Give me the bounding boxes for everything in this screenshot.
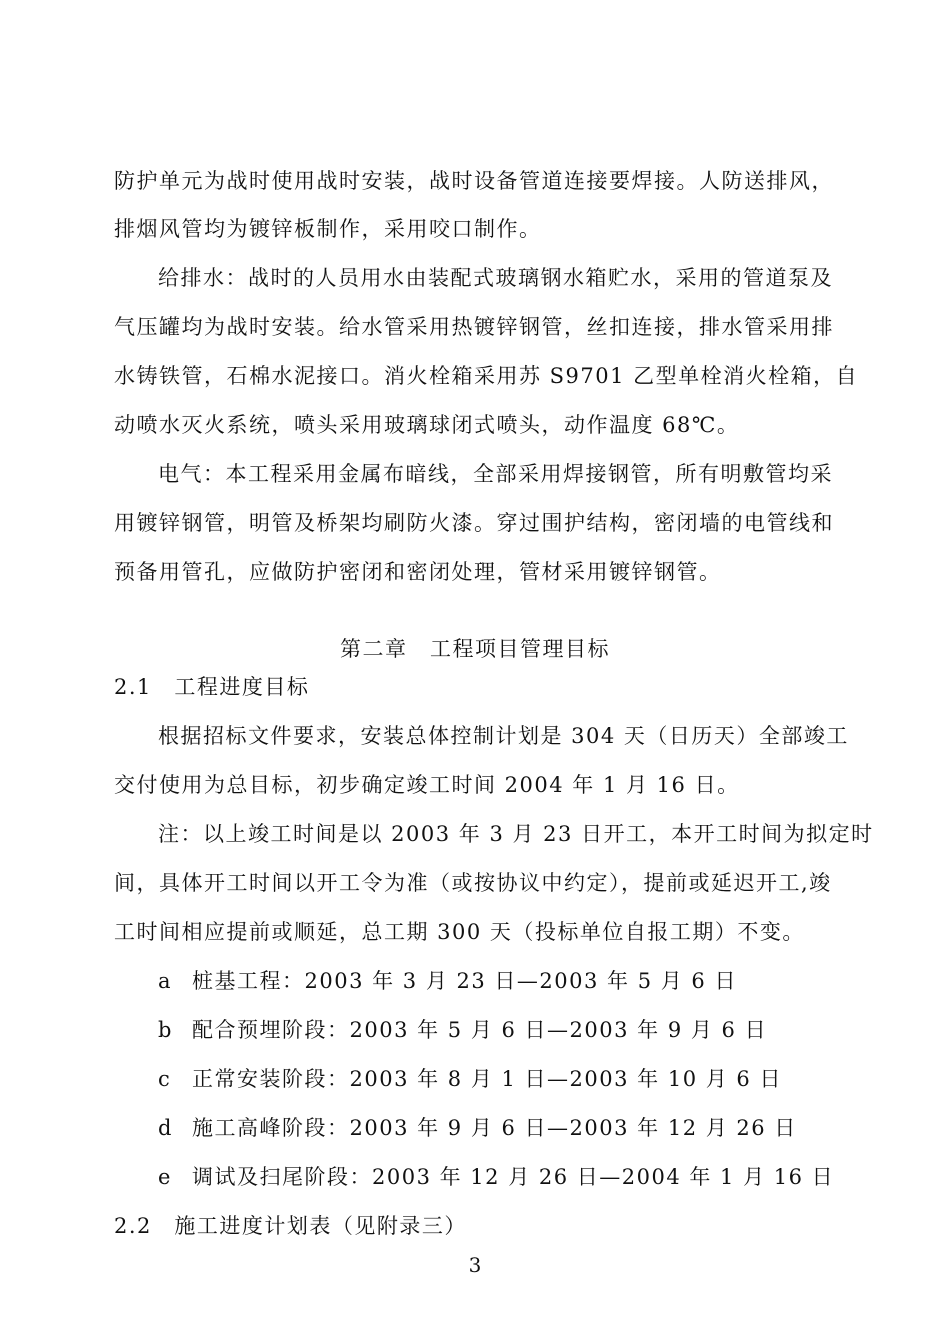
electrical-line-3: 预备用管孔，应做防护密闭和密闭处理，管材采用镀锌钢管。 (114, 560, 722, 584)
section-2-1-heading: 2.1 工程进度目标 (114, 675, 310, 699)
note-line-1: 注：以上竣工时间是以 2003 年 3 月 23 日开工，本开工时间为拟定时 (158, 822, 874, 846)
phase-text: 施工高峰阶段：2003 年 9 月 6 日—2003 年 12 月 26 日 (192, 1116, 797, 1140)
page-number: 3 (468, 1253, 482, 1277)
plumbing-line-2: 气压罐均为战时安装。给水管采用热镀锌钢管，丝扣连接，排水管采用排 (114, 315, 834, 339)
plumbing-line-3: 水铸铁管，石棉水泥接口。消火栓箱采用苏 S9701 乙型单栓消火栓箱，自 (114, 364, 859, 388)
phase-mark: a (158, 969, 173, 993)
electrical-line-1: 电气：本工程采用金属布暗线，全部采用焊接钢管，所有明敷管均采 (158, 462, 833, 486)
electrical-line-2: 用镀锌钢管，明管及桥架均刷防火漆。穿过围护结构，密闭墙的电管线和 (114, 511, 834, 535)
chapter-title: 第二章 工程项目管理目标 (340, 637, 610, 661)
phase-mark: b (158, 1018, 173, 1042)
phase-text: 桩基工程：2003 年 3 月 23 日—2003 年 5 月 6 日 (192, 969, 737, 993)
note-line-2: 间，具体开工时间以开工令为准（或按协议中约定），提前或延迟开工,竣 (114, 871, 832, 895)
schedule-paragraph-line-1: 根据招标文件要求，安装总体控制计划是 304 天（日历天）全部竣工 (158, 724, 849, 748)
phase-item (158, 1015, 767, 1045)
phase-mark: c (158, 1067, 172, 1091)
phase-item (158, 1162, 834, 1192)
phase-item (158, 966, 737, 996)
phase-mark: e (158, 1165, 172, 1189)
phase-mark: d (158, 1116, 173, 1140)
plumbing-line-1: 给排水：战时的人员用水由装配式玻璃钢水箱贮水，采用的管道泵及 (158, 266, 833, 290)
section-2-2-heading: 2.2 施工进度计划表（见附录三） (114, 1214, 467, 1238)
phase-text: 正常安装阶段：2003 年 8 月 1 日—2003 年 10 月 6 日 (192, 1067, 782, 1091)
intro-line-1: 防护单元为战时使用战时安装，战时设备管道连接要焊接。人防送排风， (114, 169, 834, 193)
intro-line-2: 排烟风管均为镀锌板制作，采用咬口制作。 (114, 217, 542, 241)
plumbing-line-4: 动喷水灭火系统，喷头采用玻璃球闭式喷头，动作温度 68℃。 (114, 413, 740, 437)
phase-text: 调试及扫尾阶段：2003 年 12 月 26 日—2004 年 1 月 16 日 (192, 1165, 835, 1189)
phase-text: 配合预埋阶段：2003 年 5 月 6 日—2003 年 9 月 6 日 (192, 1018, 768, 1042)
phase-item (158, 1064, 782, 1094)
schedule-paragraph-line-2: 交付使用为总目标，初步确定竣工时间 2004 年 1 月 16 日。 (114, 773, 740, 797)
note-line-3: 工时间相应提前或顺延，总工期 300 天（投标单位自报工期）不变。 (114, 920, 805, 944)
phase-item (158, 1113, 797, 1143)
